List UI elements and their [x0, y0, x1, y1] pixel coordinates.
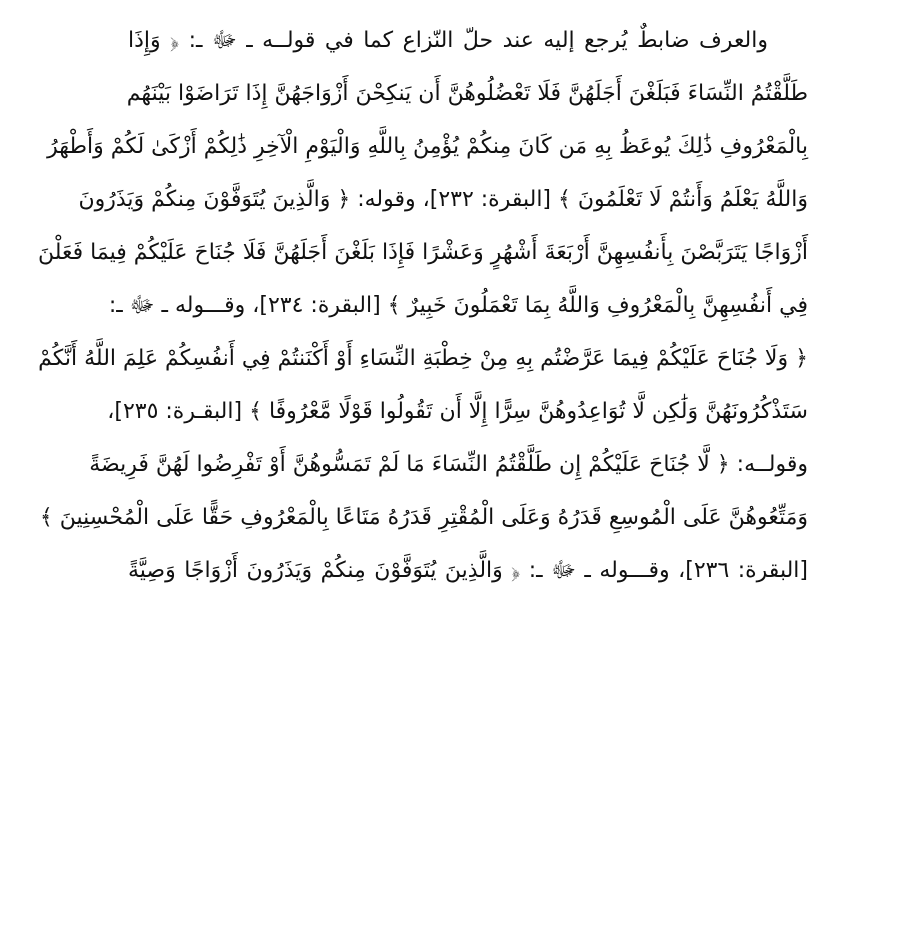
- text-line-11: [البقرة: ٢٣٦]، وقـــوله ـ ﷻ ـ: ﴿ وَالَّذِينَ يُتَوَفَّوْنَ مِنكُمْ وَيَذَرُونَ أَزْوَاجًا وَصِيَّةً: [128, 558, 808, 583]
- text-line-9: وقولــه: ﴿ لَّا جُنَاحَ عَلَيْكُمْ إِن طَلَّقْتُمُ النِّسَاءَ مَا لَمْ تَمَسُّوهُنَّ أَوْ تَفْرِضُوا لَهُنَّ فَرِيضَةً: [89, 452, 808, 477]
- text-line-3: بِالْمَعْرُوفِ ذَٰلِكَ يُوعَظُ بِهِ مَن كَانَ مِنكُمْ يُؤْمِنُ بِاللَّهِ وَالْيَوْمِ الْآخِرِ ذَٰلِكُمْ أَزْكَىٰ لَكُمْ وَأَطْهَرُ: [47, 134, 808, 159]
- text-line-1: والعرف ضابطٌ يُرجع إليه عند حلّ النّزاع كما في قولــه ـ ﷻ ـ: ﴿ وَإِذَا: [128, 28, 768, 53]
- text-line-7: ﴿ وَلَا جُنَاحَ عَلَيْكُمْ فِيمَا عَرَّضْتُم بِهِ مِنْ خِطْبَةِ النِّسَاءِ أَوْ أَكْنَنتُمْ فِي أَنفُسِكُمْ عَلِمَ اللَّهُ أَنَّكُمْ: [38, 346, 808, 371]
- text-line-6: فِي أَنفُسِهِنَّ بِالْمَعْرُوفِ وَاللَّهُ بِمَا تَعْمَلُونَ خَبِيرٌ ﴾ [البقرة: ٢٣٤]، وقـــوله ـ ﷻ ـ:: [108, 293, 808, 318]
- text-line-8: سَتَذْكُرُونَهُنَّ وَلَٰكِن لَّا تُوَاعِدُوهُنَّ سِرًّا إِلَّا أَن تَقُولُوا قَوْلًا مَّعْرُوفًا ﴾ [البقـرة: ٢٣٥]،: [107, 399, 808, 424]
- text-line-2: طَلَّقْتُمُ النِّسَاءَ فَبَلَغْنَ أَجَلَهُنَّ فَلَا تَعْضُلُوهُنَّ أَن يَنكِحْنَ أَزْوَاجَهُنَّ إِذَا تَرَاضَوْا بَيْنَهُم: [126, 81, 808, 106]
- text-line-5: أَزْوَاجًا يَتَرَبَّصْنَ بِأَنفُسِهِنَّ أَرْبَعَةَ أَشْهُرٍ وَعَشْرًا فَإِذَا بَلَغْنَ أَجَلَهُنَّ فَلَا جُنَاحَ عَلَيْكُمْ فِيمَا فَعَلْنَ: [38, 240, 808, 265]
- arabic-text-block: [38, 14, 808, 597]
- text-line-10: وَمَتِّعُوهُنَّ عَلَى الْمُوسِعِ قَدَرُهُ وَعَلَى الْمُقْتِرِ قَدَرُهُ مَتَاعًا بِالْمَعْرُوفِ حَقًّا عَلَى الْمُحْسِنِينَ ﴾: [39, 505, 808, 530]
- text-line-4: وَاللَّهُ يَعْلَمُ وَأَنتُمْ لَا تَعْلَمُونَ ﴾ [البقرة: ٢٣٢]، وقوله: ﴿ وَالَّذِينَ يُتَوَفَّوْنَ مِنكُمْ وَيَذَرُونَ: [78, 187, 808, 212]
